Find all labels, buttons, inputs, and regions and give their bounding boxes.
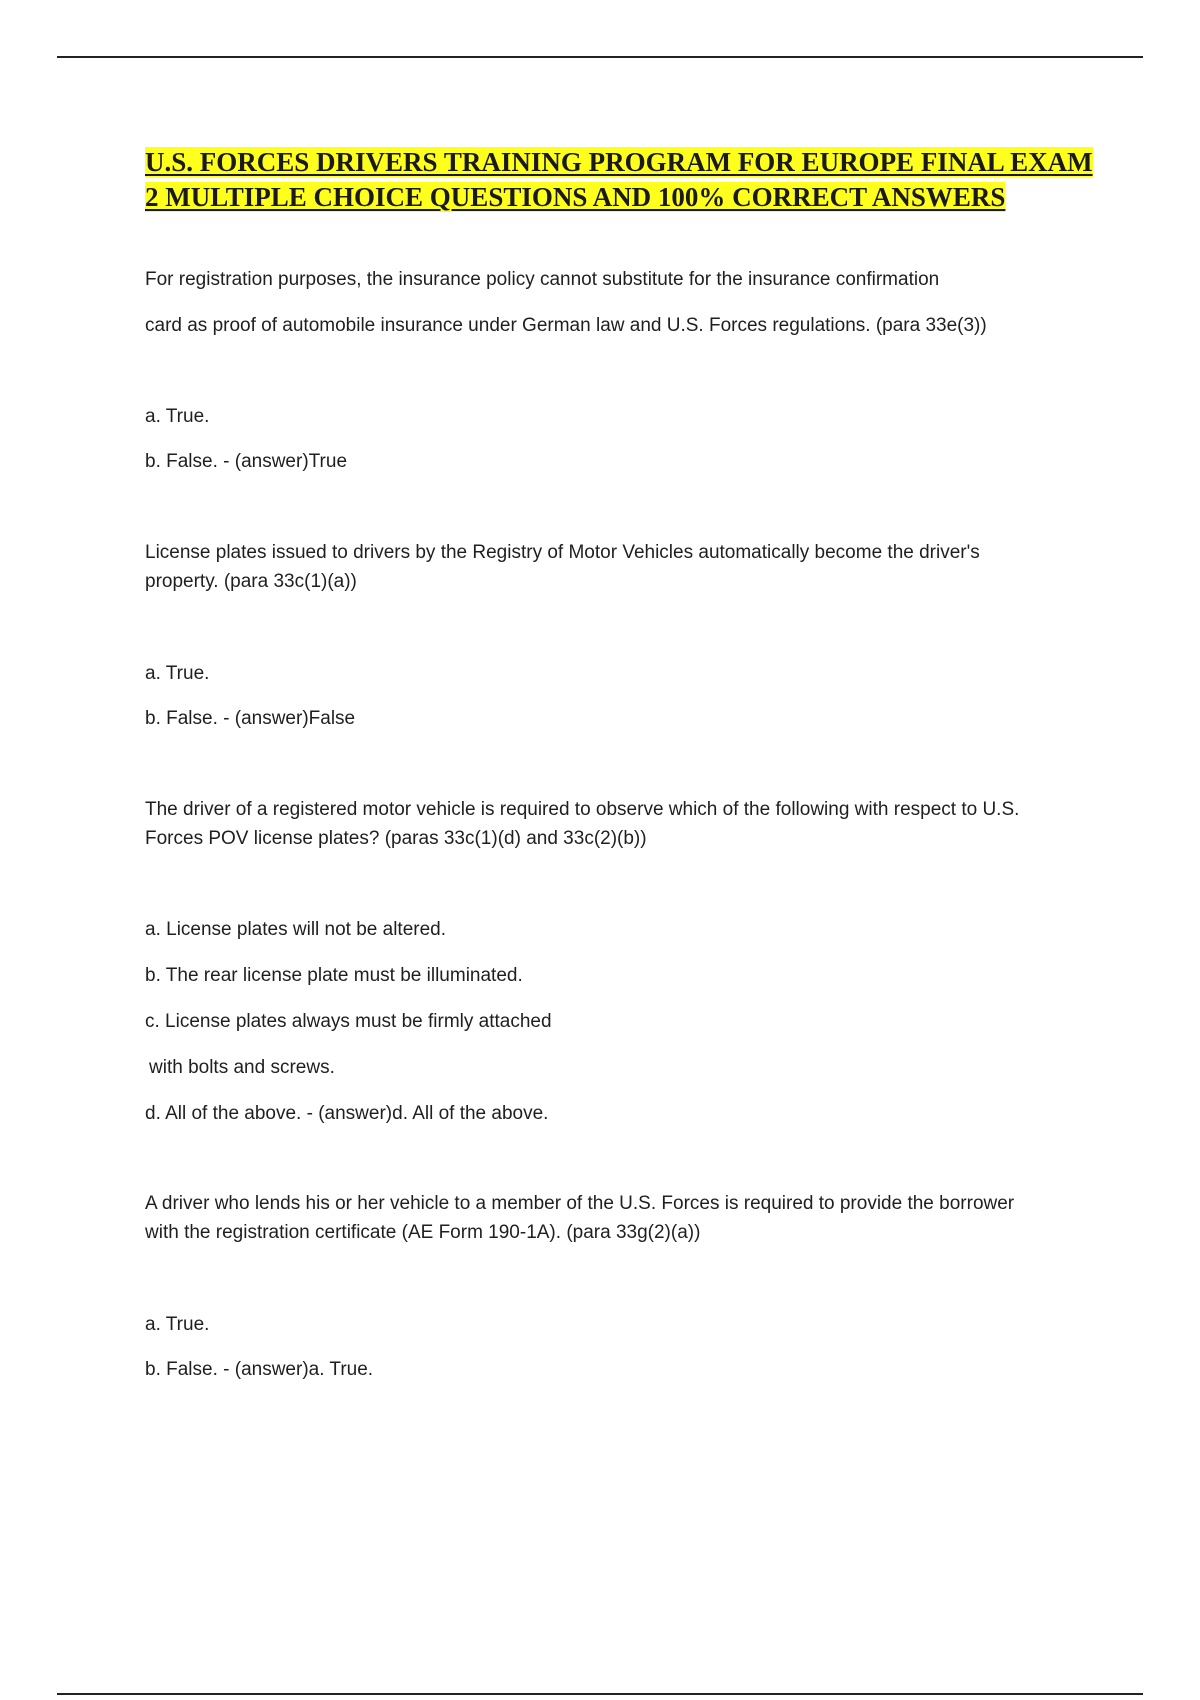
document-title-text: U.S. FORCES DRIVERS TRAINING PROGRAM FOR EUROPE FINAL EXAM 2 MULTIPLE CHOICE QUESTIONS AND 100% CORRECT ANSWERS <box>145 147 1093 212</box>
question-1-option-a: a. True. <box>145 406 210 427</box>
question-3-option-b: b. The rear license plate must be illuminated. <box>145 965 523 986</box>
bottom-rule <box>57 1693 1143 1695</box>
top-rule <box>57 56 1143 58</box>
question-3-option-c-continued: with bolts and screws. <box>149 1057 335 1078</box>
question-2-text-line-1: License plates issued to drivers by the Registry of Motor Vehicles automatically become the driver's <box>145 542 980 563</box>
question-4-text-line-2: with the registration certificate (AE Form 190-1A). (para 33g(2)(a)) <box>145 1222 701 1243</box>
question-3-option-a: a. License plates will not be altered. <box>145 919 447 940</box>
question-2-option-a: a. True. <box>145 663 210 684</box>
question-3-text-line-2: Forces POV license plates? (paras 33c(1)(d) and 33c(2)(b)) <box>145 828 647 849</box>
question-1-text-line-2: card as proof of automobile insurance under German law and U.S. Forces regulations. (para 33e(3)) <box>145 315 987 336</box>
question-3-option-c: c. License plates always must be firmly attached <box>145 1011 552 1032</box>
question-3-option-d-answer: d. All of the above. - (answer)d. All of the above. <box>145 1103 549 1124</box>
question-1-text-line-1: For registration purposes, the insurance policy cannot substitute for the insurance confirmation <box>145 269 940 290</box>
question-1-option-b-answer: b. False. - (answer)True <box>145 451 348 472</box>
question-4-option-a: a. True. <box>145 1314 210 1335</box>
document-title <box>145 145 1105 214</box>
question-2-option-b-answer: b. False. - (answer)False <box>145 708 356 729</box>
question-3-text-line-1: The driver of a registered motor vehicle is required to observe which of the following with respect to U.S. <box>145 799 1020 820</box>
question-4-text-line-1: A driver who lends his or her vehicle to a member of the U.S. Forces is required to provide the borrower <box>145 1193 1015 1214</box>
question-4-option-b-answer: b. False. - (answer)a. True. <box>145 1359 374 1380</box>
question-2-text-line-2: property. (para 33c(1)(a)) <box>145 571 357 592</box>
